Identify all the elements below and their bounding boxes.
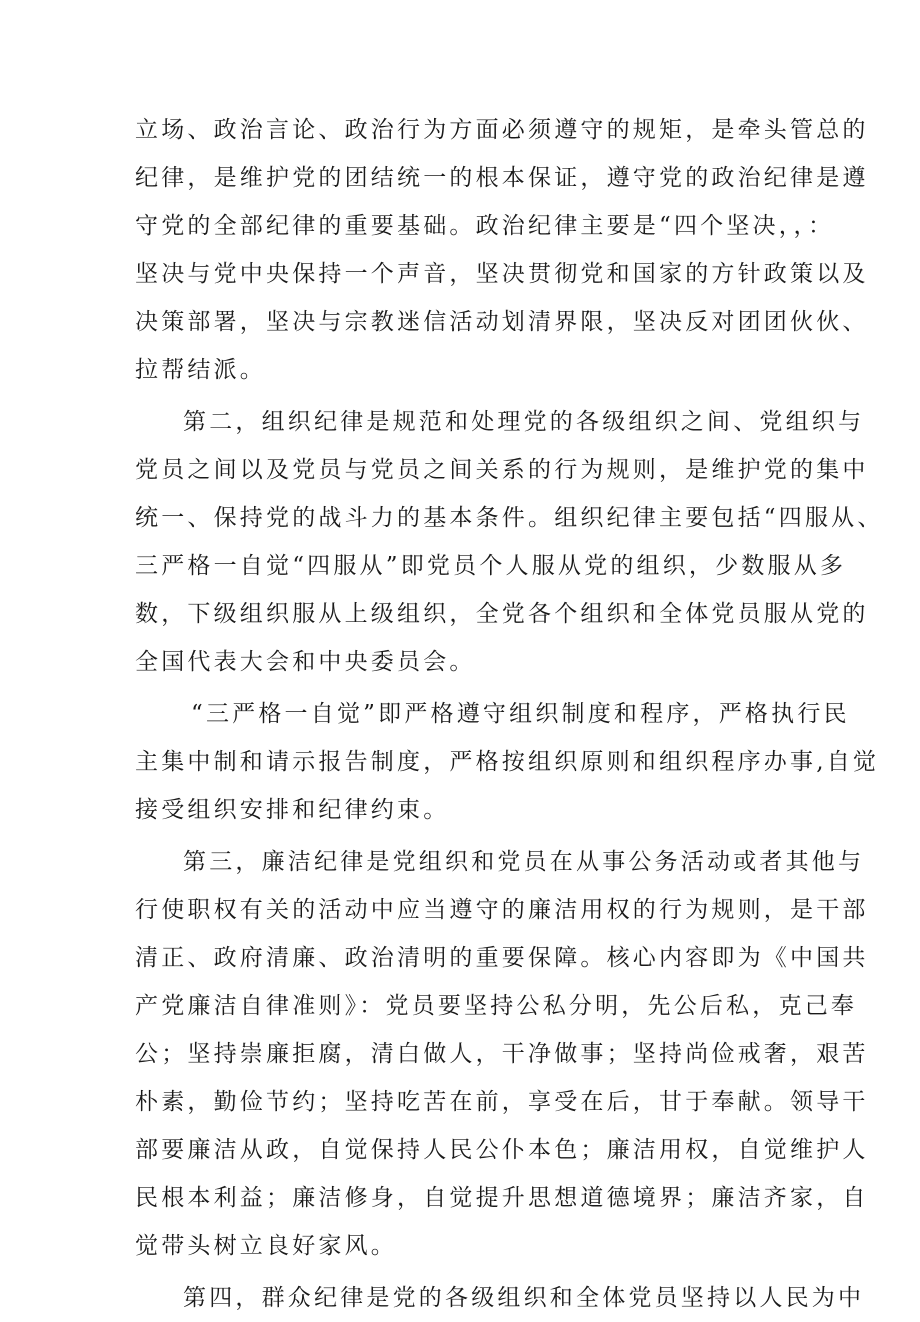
text-line: 清正、政府清廉、政治清明的重要保障。核心内容即为《中国共	[135, 945, 869, 971]
text-line: 纪律，是维护党的团结统一的根本保证，遵守党的政治纪律是遵	[135, 165, 869, 191]
text-line: 接受组织安排和纪律约束。	[135, 797, 450, 823]
paragraph-integrity-discipline	[135, 838, 869, 1270]
text-line: 产党廉洁自律准则》：党员要坚持公私分明，先公后私，克己奉	[135, 993, 858, 1019]
text-line: 朴素，勤俭节约；坚持吃苦在前，享受在后，甘于奉献。领导干	[135, 1089, 869, 1115]
text-line: 守党的全部纪律的重要基础。政治纪律主要是“四个坚决，，：	[135, 213, 835, 239]
text-line: 第二，组织纪律是规范和处理党的各级组织之间、党组织与	[183, 409, 865, 435]
text-line: 坚决与党中央保持一个声音，坚决贯彻党和国家的方针政策以及	[135, 261, 869, 287]
paragraph-organizational-discipline	[135, 398, 884, 686]
document-body	[135, 106, 884, 1322]
text-line: 立场、政治言论、政治行为方面必须遵守的规矩，是牵头管总的	[135, 117, 869, 143]
text-line: 第三，廉洁纪律是党组织和党员在从事公务活动或者其他与	[183, 849, 865, 875]
text-line: 统一、保持党的战斗力的基本条件。组织纪律主要包括“四服从、	[135, 505, 884, 531]
paragraph-three-strict-one-conscious	[135, 690, 880, 834]
text-line: 第四，群众纪律是党的各级组织和全体党员坚持以人民为中	[183, 1285, 865, 1311]
text-line: 觉带头树立良好家风。	[135, 1233, 397, 1259]
text-line: 部要廉洁从政，自觉保持人民公仆本色；廉洁用权，自觉维护人	[135, 1137, 869, 1163]
text-line: 数，下级组织服从上级组织，全党各个组织和全体党员服从党的	[135, 601, 869, 627]
text-line: 党员之间以及党员与党员之间关系的行为规则，是维护党的集中	[135, 457, 869, 483]
text-line: 全国代表大会和中央委员会。	[135, 649, 476, 675]
text-line: “三严格一自觉”即严格遵守组织制度和程序，严格执行民	[191, 701, 850, 727]
text-line: 主集中制和请示报告制度，严格按组织原则和组织程序办事,自觉	[135, 749, 880, 775]
text-line: 决策部署，坚决与宗教迷信活动划清界限，坚决反对团团伙伙、	[135, 309, 869, 335]
paragraph-mass-discipline	[135, 1274, 865, 1322]
text-line: 拉帮结派。	[135, 357, 266, 383]
text-line: 公；坚持崇廉拒腐，清白做人，干净做事；坚持尚俭戒奢，艰苦	[135, 1041, 869, 1067]
text-line: 行使职权有关的活动中应当遵守的廉洁用权的行为规则，是干部	[135, 897, 869, 923]
paragraph-political-discipline	[135, 106, 869, 394]
text-line: 民根本利益；廉洁修身，自觉提升思想道德境界；廉洁齐家，自	[135, 1185, 869, 1211]
text-line: 三严格一自觉“四服从”即党员个人服从党的组织，少数服从多	[135, 553, 847, 579]
